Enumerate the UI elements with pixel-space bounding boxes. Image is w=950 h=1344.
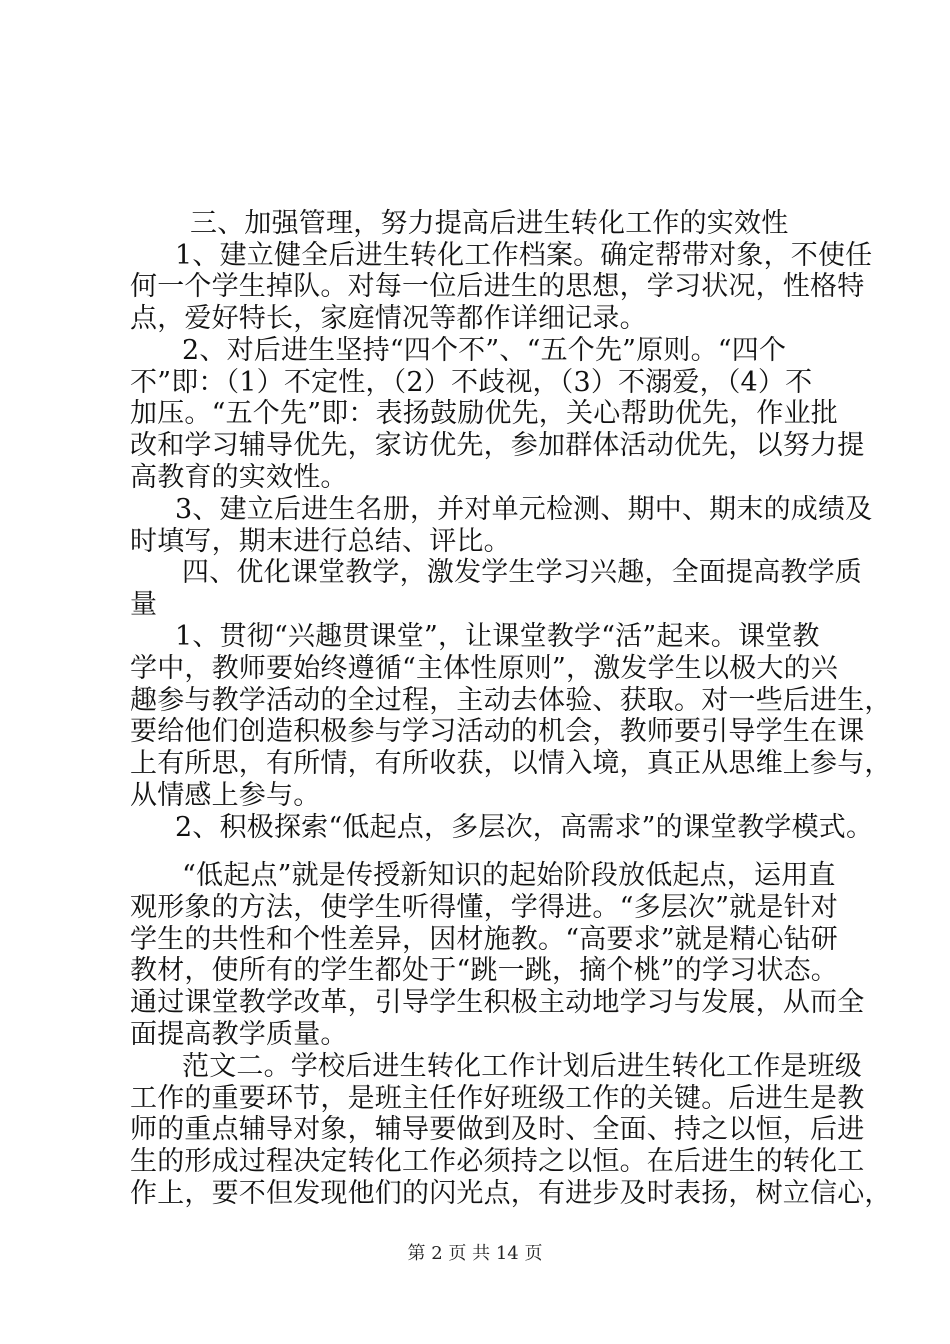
paragraph-line: 时填写，期末进行总结、评比。: [130, 526, 511, 557]
paragraph-line: 范文二。学校后进生转化工作计划后进生转化工作是班级: [182, 1051, 862, 1082]
paragraph-line: 学中，教师要始终遵循“主体性原则”，激发学生以极大的兴: [130, 653, 839, 684]
section-heading-4: 四、优化课堂教学，激发学生学习兴趣，全面提高教学质: [182, 557, 862, 588]
paragraph-line: 1、贯彻“兴趣贯课堂”，让课堂教学“活”起来。课堂教: [175, 621, 820, 652]
paragraph-line: 生的形成过程决定转化工作必须持之以恒。在后进生的转化工: [130, 1146, 865, 1177]
section-heading-3: 三、加强管理，努力提高后进生转化工作的实效性: [190, 208, 789, 239]
paragraph-line: 通过课堂教学改革，引导学生积极主动地学习与发展，从而全: [130, 987, 865, 1018]
paragraph-line: 3、建立后进生名册，并对单元检测、期中、期末的成绩及: [175, 494, 873, 525]
paragraph-line: 何一个学生掉队。对每一位后进生的思想，学习状况，性格特: [130, 271, 865, 302]
paragraph-line: 点，爱好特长，家庭情况等都作详细记录。: [130, 303, 647, 334]
paragraph-line: 高教育的实效性。: [130, 462, 348, 493]
page-footer: 第 2 页 共 14 页: [407, 1243, 543, 1264]
paragraph-line: 1、建立健全后进生转化工作档案。确定帮带对象，不使任: [175, 240, 873, 271]
paragraph-line: 师的重点辅导对象，辅导要做到及时、全面、持之以恒，后进: [130, 1114, 865, 1145]
paragraph-line: 学生的共性和个性差异，因材施教。“高要求”就是精心钻研: [130, 924, 839, 955]
paragraph-line: 要给他们创造积极参与学习活动的机会，教师要引导学生在课: [130, 716, 865, 747]
paragraph-line: 作上，要不但发现他们的闪光点，有进步及时表扬，树立信心，: [130, 1178, 892, 1209]
paragraph-line: 改和学习辅导优先，家访优先，参加群体活动优先，以努力提: [130, 430, 865, 461]
paragraph-line: 上有所思，有所情，有所收获，以情入境，真正从思维上参与，: [130, 748, 892, 779]
paragraph-line: 加压。“五个先”即：表扬鼓励优先，关心帮助优先，作业批: [130, 398, 839, 429]
paragraph-line: 从情感上参与。: [130, 780, 321, 811]
paragraph-line: 工作的重要环节，是班主任作好班级工作的关键。后进生是教: [130, 1083, 865, 1114]
paragraph-line: 不”即：（1）不定性，（2）不歧视，（3）不溺爱，（4）不: [130, 367, 813, 398]
section-heading-4-cont: 量: [130, 589, 158, 620]
paragraph-line: 观形象的方法，使学生听得懂，学得进。“多层次”就是针对: [130, 892, 839, 923]
paragraph-line: 面提高教学质量。: [130, 1019, 348, 1050]
paragraph-line: 2、对后进生坚持“四个不”、“五个先”原则。“四个: [182, 335, 787, 366]
paragraph-line: “低起点”就是传授新知识的起始阶段放低起点，运用直: [182, 860, 836, 891]
paragraph-line: 教材，使所有的学生都处于“跳一跳，摘个桃”的学习状态。: [130, 955, 839, 986]
paragraph-line: 趣参与教学活动的全过程，主动去体验、获取。对一些后进生，: [130, 685, 892, 716]
paragraph-line: 2、积极探索“低起点，多层次，高需求”的课堂教学模式。: [175, 812, 874, 843]
